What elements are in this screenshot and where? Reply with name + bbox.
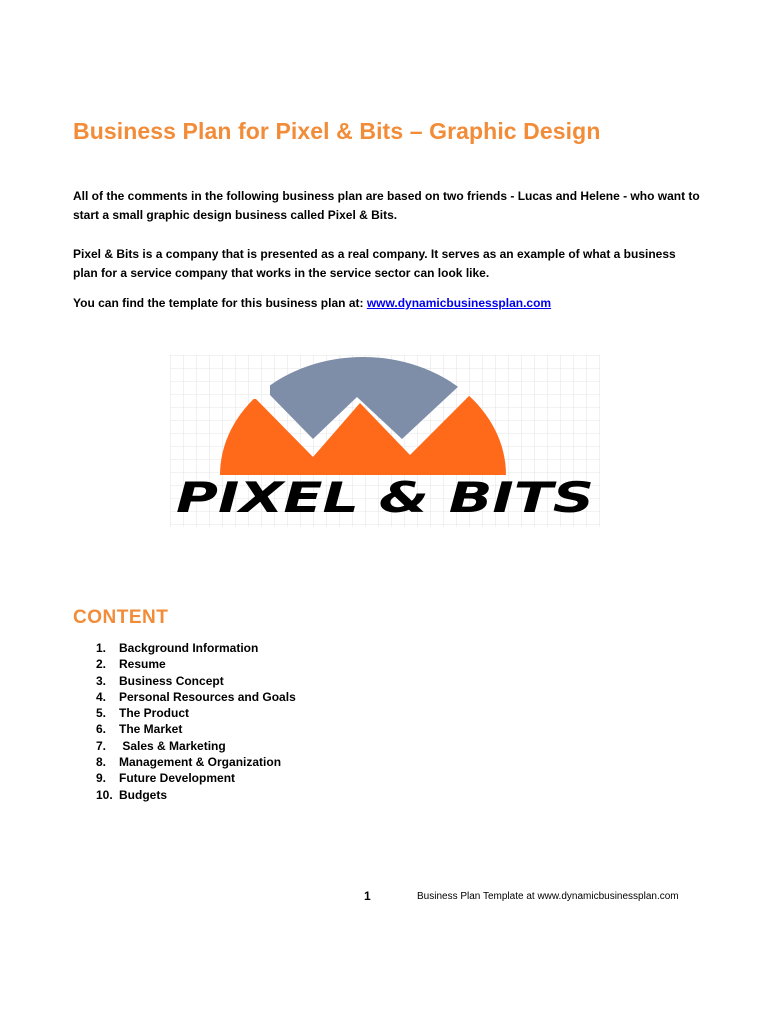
template-text: You can find the template for this business plan at:: [73, 296, 367, 310]
toc-item: [0, 640, 500, 656]
description-paragraph: Pixel & Bits is a company that is presented as a real company. It serves as an example of what a business plan for a service company that works in the service sector can look like.: [73, 247, 676, 280]
toc-number: 4.: [96, 689, 107, 704]
toc-item: [0, 705, 500, 721]
toc-number: 6.: [96, 722, 107, 737]
toc-label: Future Development: [119, 771, 236, 786]
toc-item: [0, 721, 500, 737]
toc-item: [0, 754, 500, 770]
toc-label: Background Information: [119, 641, 259, 655]
toc-label: The Market: [119, 722, 183, 737]
toc-label: Resume: [119, 657, 166, 672]
page-number: 1: [364, 889, 371, 903]
toc-item: [0, 738, 500, 754]
logo-orange-m: [210, 395, 520, 485]
toc-number: 10.: [96, 787, 113, 802]
footer-text: Business Plan Template at www.dynamicbusinessplan.com: [417, 891, 679, 902]
toc-item: [0, 770, 500, 786]
toc-number: 7.: [96, 738, 107, 753]
toc-item: [0, 673, 500, 689]
toc-number: 3.: [96, 673, 107, 688]
toc-number: 8.: [96, 755, 107, 770]
toc-label: The Product: [119, 706, 190, 721]
table-of-contents: [0, 640, 500, 803]
toc-item: [0, 689, 500, 705]
page-title: Business Plan for Pixel & Bits – Graphic Design: [73, 118, 601, 144]
content-heading: CONTENT: [73, 607, 169, 628]
toc-label: Personal Resources and Goals: [119, 689, 296, 704]
toc-label: Budgets: [119, 787, 167, 802]
intro-paragraph: All of the comments in the following business plan are based on two friends - Lucas and Helene - who want to start a small graphic design business called Pixel & Bits.: [73, 189, 700, 222]
pixel-bits-logo: [170, 355, 600, 527]
toc-item: [0, 787, 500, 803]
toc-number: 5.: [96, 706, 107, 721]
template-link[interactable]: www.dynamicbusinessplan.com: [366, 296, 552, 310]
toc-number: 9.: [96, 771, 107, 786]
logo-wordmark: PIXEL & BITS: [176, 473, 594, 522]
toc-item: [0, 656, 500, 672]
toc-label: Sales & Marketing: [119, 738, 226, 753]
toc-label: Business Concept: [119, 673, 224, 688]
toc-number: 1.: [96, 641, 107, 655]
toc-label: Management & Organization: [119, 755, 282, 770]
toc-number: 2.: [96, 657, 107, 672]
template-paragraph: [73, 294, 703, 313]
